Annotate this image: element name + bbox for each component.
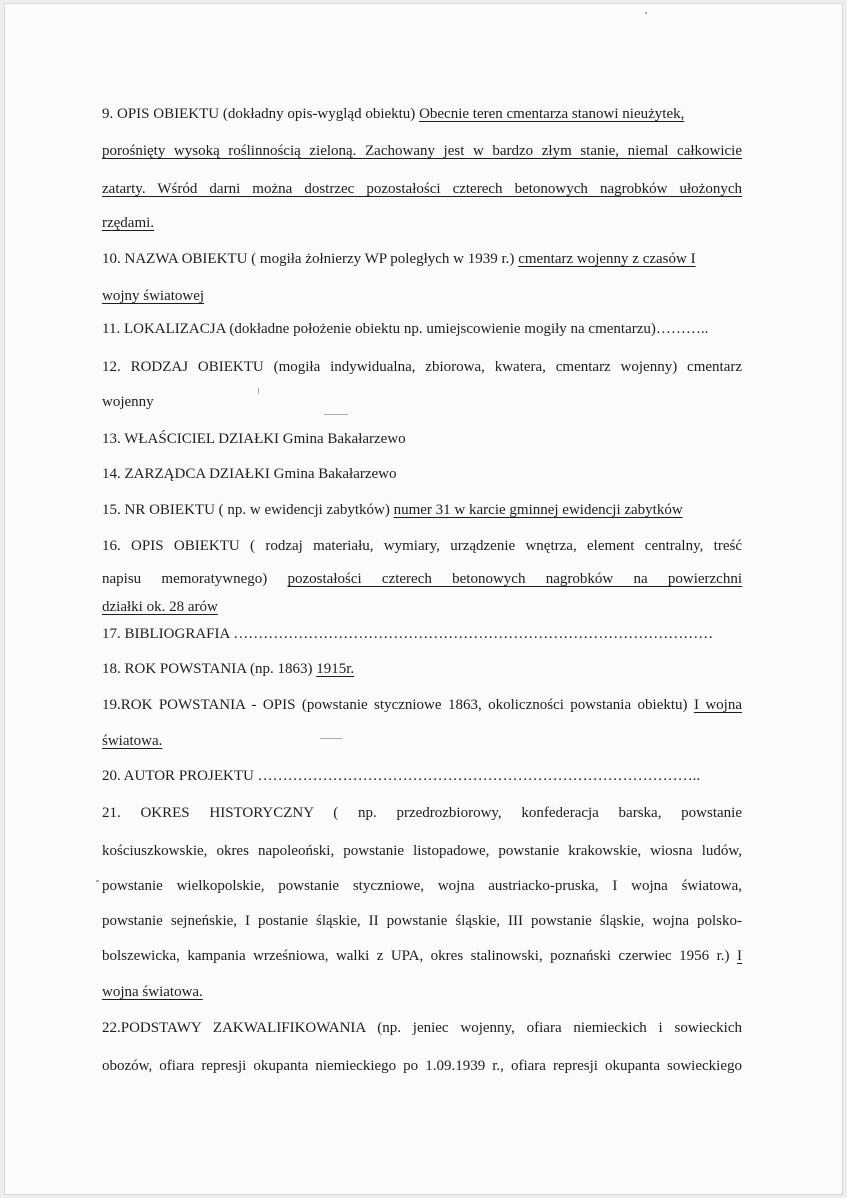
item-18-label: 18. ROK POWSTANIA (np. 1863) (102, 661, 313, 677)
item-21-line-6: wojna światowa. (102, 984, 203, 1000)
item-15-label: 15. NR OBIEKTU ( np. w ewidencji zabytków) (102, 502, 390, 518)
item-16-line-1: 16. OPIS OBIEKTU ( rodzaj materiału, wymiary, urządzenie wnętrza, element centralny, treść (102, 538, 742, 554)
item-18-answer: 1915r. (316, 661, 355, 677)
item-16-label: napisu memoratywnego) (102, 571, 268, 587)
item-16-answer: pozostałości czterech betonowych nagrobków na powierzchni (287, 571, 743, 587)
item-11-line: 11. LOKALIZACJA (dokładne położenie obiektu np. umiejscowienie mogiły na cmentarzu)……….. (102, 321, 709, 337)
scan-mark (258, 388, 259, 394)
item-9-label: 9. OPIS OBIEKTU (dokładny opis-wygląd obiektu) (102, 106, 416, 122)
item-19-label: 19.ROK POWSTANIA - OPIS (powstanie styczniowe 1863, okoliczności powstania obiektu) (102, 697, 688, 713)
item-21-line-5 (102, 947, 742, 965)
item-21-line-1: 21. OKRES HISTORYCZNY ( np. przedrozbiorowy, konfederacja barska, powstanie (102, 805, 742, 821)
item-9-line-3: zatarty. Wśród darni można dostrzec pozostałości czterech betonowych nagrobków ułożonych (102, 181, 742, 197)
item-10-line-2: wojny światowej (102, 288, 205, 304)
item-12-line-2: wojenny (102, 394, 154, 410)
item-14-line: 14. ZARZĄDCA DZIAŁKI Gmina Bakałarzewo (102, 466, 397, 482)
item-18-line (102, 660, 742, 678)
scan-mark (96, 880, 99, 882)
item-21-answer: I (737, 948, 743, 964)
item-16-line-3: działki ok. 28 arów (102, 599, 218, 615)
item-21-line-4: powstanie sejneńskie, I postanie śląskie, II powstanie śląskie, III powstanie śląskie, wojna polsko- (102, 913, 742, 929)
item-10-label: 10. NAZWA OBIEKTU ( mogiła żołnierzy WP poległych w 1939 r.) (102, 251, 515, 267)
item-15-answer: numer 31 w karcie gminnej ewidencji zabytków (393, 502, 683, 518)
item-9-line-1 (102, 105, 742, 123)
item-17-line: 17. BIBLIOGRAFIA …………………………………………………………………………………… (102, 626, 714, 642)
item-16-line-2 (102, 570, 742, 588)
item-13-line: 13. WŁAŚCICIEL DZIAŁKI Gmina Bakałarzewo (102, 431, 406, 447)
scan-mark (320, 738, 342, 739)
item-9-line-4: rzędami. (102, 215, 155, 231)
item-12-line-1: 12. RODZAJ OBIEKTU (mogiła indywidualna, zbiorowa, kwatera, cmentarz wojenny) cmentarz (102, 359, 742, 375)
item-15-line (102, 501, 742, 519)
item-9-answer: Obecnie teren cmentarza stanowi nieużytek, (419, 106, 685, 122)
scan-mark (645, 12, 647, 14)
item-21-line-3: powstanie wielkopolskie, powstanie styczniowe, wojna austriacko-pruska, I wojna światowa, (102, 878, 742, 894)
item-22-line-1: 22.PODSTAWY ZAKWALIFIKOWANIA (np. jeniec wojenny, ofiara niemieckich i sowieckich (102, 1020, 742, 1036)
item-10-answer: cmentarz wojenny z czasów I (518, 251, 696, 267)
item-22-line-2: obozów, ofiara represji okupanta niemieckiego po 1.09.1939 r., ofiara represji okupanta sowieckiego (102, 1058, 742, 1074)
scan-mark (324, 414, 348, 415)
item-19-line-1 (102, 696, 742, 714)
item-19-answer: I wojna (693, 697, 742, 713)
item-10-line-1 (102, 250, 742, 268)
item-20-line: 20. AUTOR PROJEKTU …………………………………………………………………………….. (102, 768, 701, 784)
item-21-line-2: kościuszkowskie, okres napoleoński, powstanie listopadowe, powstanie krakowskie, wiosna ludów, (102, 843, 742, 859)
item-21-label: bolszewicka, kampania wrześniowa, walki z UPA, okres stalinowski, poznański czerwiec 1956 r.) (102, 948, 730, 964)
item-9-line-2: porośnięty wysoką roślinnością zieloną. Zachowany jest w bardzo złym stanie, niemal całkowicie (102, 143, 742, 159)
item-19-line-2: światowa. (102, 733, 163, 749)
